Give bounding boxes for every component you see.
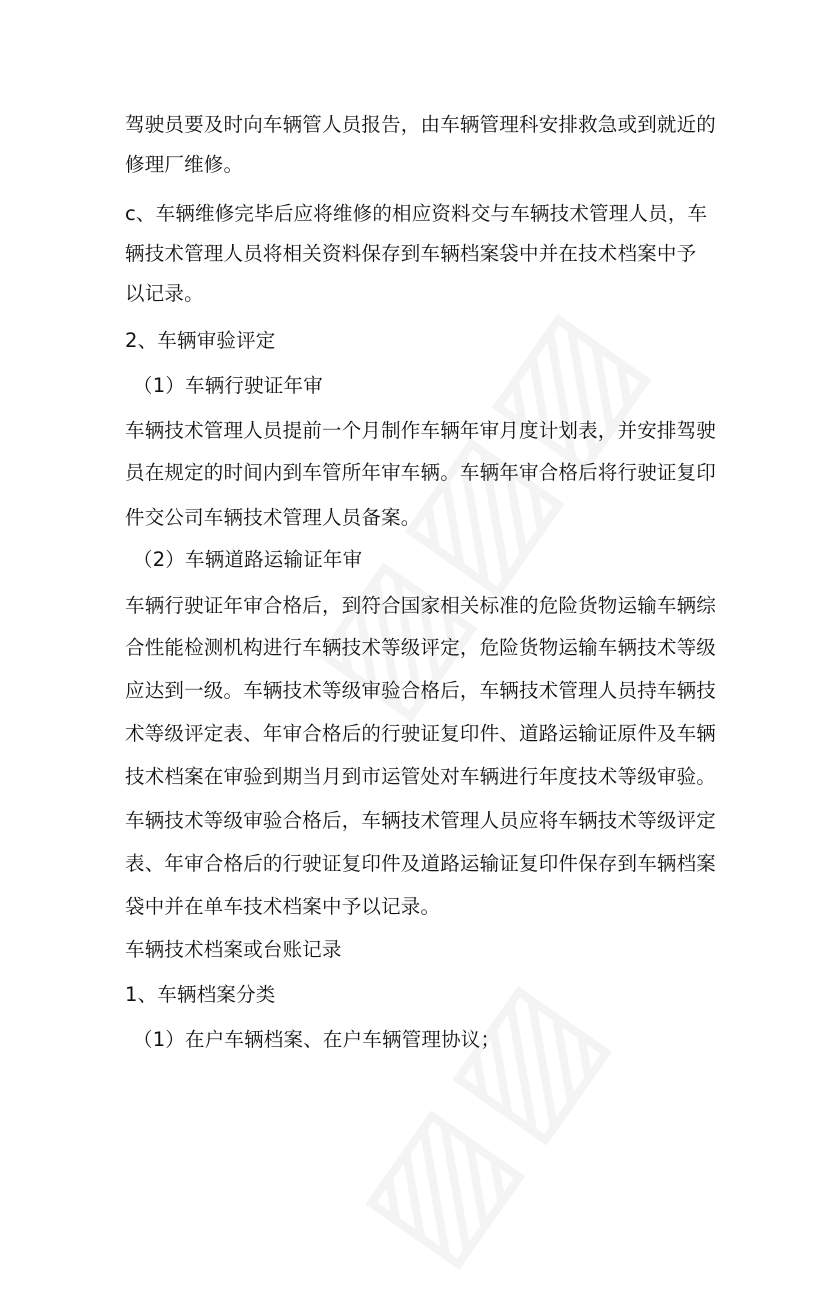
paragraph-line: 应达到一级。车辆技术等级审验合格后，车辆技术管理人员持车辆技 [125, 679, 717, 702]
paragraph-line: 技术档案在审验到期当月到市运管处对车辆进行年度技术等级审验。 [125, 765, 717, 788]
paragraph-line: 车辆技术管理人员提前一个月制作车辆年审月度计划表，并安排驾驶 [125, 419, 717, 442]
section-heading: 2、车辆审验评定 [125, 329, 276, 352]
section-heading: 车辆技术档案或台账记录 [125, 938, 342, 961]
paragraph-line: 辆技术管理人员将相关资料保存到车辆档案袋中并在技术档案中予 [125, 242, 697, 265]
paragraph-line: c、车辆维修完毕后应将维修的相应资料交与车辆技术管理人员，车 [125, 202, 708, 225]
subsection-heading: （1）在户车辆档案、在户车辆管理协议； [133, 1028, 501, 1051]
paragraph-line: 员在规定的时间内到车管所年审车辆。车辆年审合格后将行驶证复印 [125, 461, 717, 484]
paragraph-line: 修理厂维修。 [125, 153, 244, 176]
paragraph-line: 以记录。 [125, 282, 204, 305]
paragraph-line: 车辆行驶证年审合格后，到符合国家相关标准的危险货物运输车辆综 [125, 594, 717, 617]
paragraph-line: 件交公司车辆技术管理人员备案。 [125, 506, 421, 529]
paragraph-line: 表、年审合格后的行驶证复印件及道路运输证复印件保存到车辆档案 [125, 852, 717, 875]
subsection-heading: （2）车辆道路运输证年审 [133, 548, 363, 571]
paragraph-line: 袋中并在单车技术档案中予以记录。 [125, 895, 441, 918]
paragraph-line: 合性能检测机构进行车辆技术等级评定，危险货物运输车辆技术等级 [125, 636, 717, 659]
paragraph-line: 术等级评定表、年审合格后的行驶证复印件、道路运输证原件及车辆 [125, 722, 717, 745]
paragraph-line: 驾驶员要及时向车辆管人员报告，由车辆管理科安排救急或到就近的 [125, 113, 717, 136]
subsection-heading: （1）车辆行驶证年审 [133, 374, 323, 397]
paragraph-line: 车辆技术等级审验合格后，车辆技术管理人员应将车辆技术等级评定 [125, 809, 717, 832]
section-heading: 1、车辆档案分类 [125, 983, 276, 1006]
